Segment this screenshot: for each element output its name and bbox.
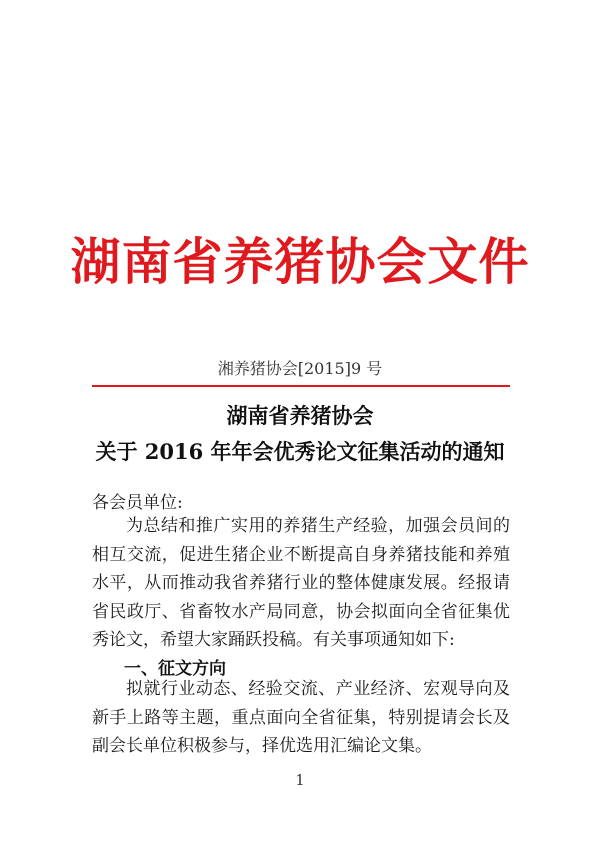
- document-header-title: 湖南省养猪协会文件: [70, 232, 530, 291]
- document-number: 湘养猪协会[2015]9 号: [217, 359, 383, 378]
- page-number: 1: [295, 771, 305, 789]
- notice-title-line1: 湖南省养猪协会: [226, 403, 374, 428]
- body-paragraph-2: 拟就行业动态、经验交流、产业经济、宏观导向及新手上路等主题，重点面向全省征集，特别提请会长及副会长单位积极参与，择优选用汇编论文集。: [92, 679, 510, 756]
- section-heading-1: 一、征文方向: [124, 659, 226, 679]
- red-divider-line: [92, 385, 510, 387]
- body-paragraph-1: 为总结和推广实用的养猪生产经验，加强会员间的相互交流，促进生猪企业不断提高自身养猪技能和养殖水平，从而推动我省养猪行业的整体健康发展。经报请省民政厅、省畜牧水产局同意，协会拟面向全省征集优秀论文，希望大家踊跃投稿。有关事项通知如下:: [92, 516, 510, 650]
- salutation: 各会员单位:: [92, 493, 183, 513]
- notice-title-line2: 关于 2016 年年会优秀论文征集活动的通知: [95, 439, 505, 464]
